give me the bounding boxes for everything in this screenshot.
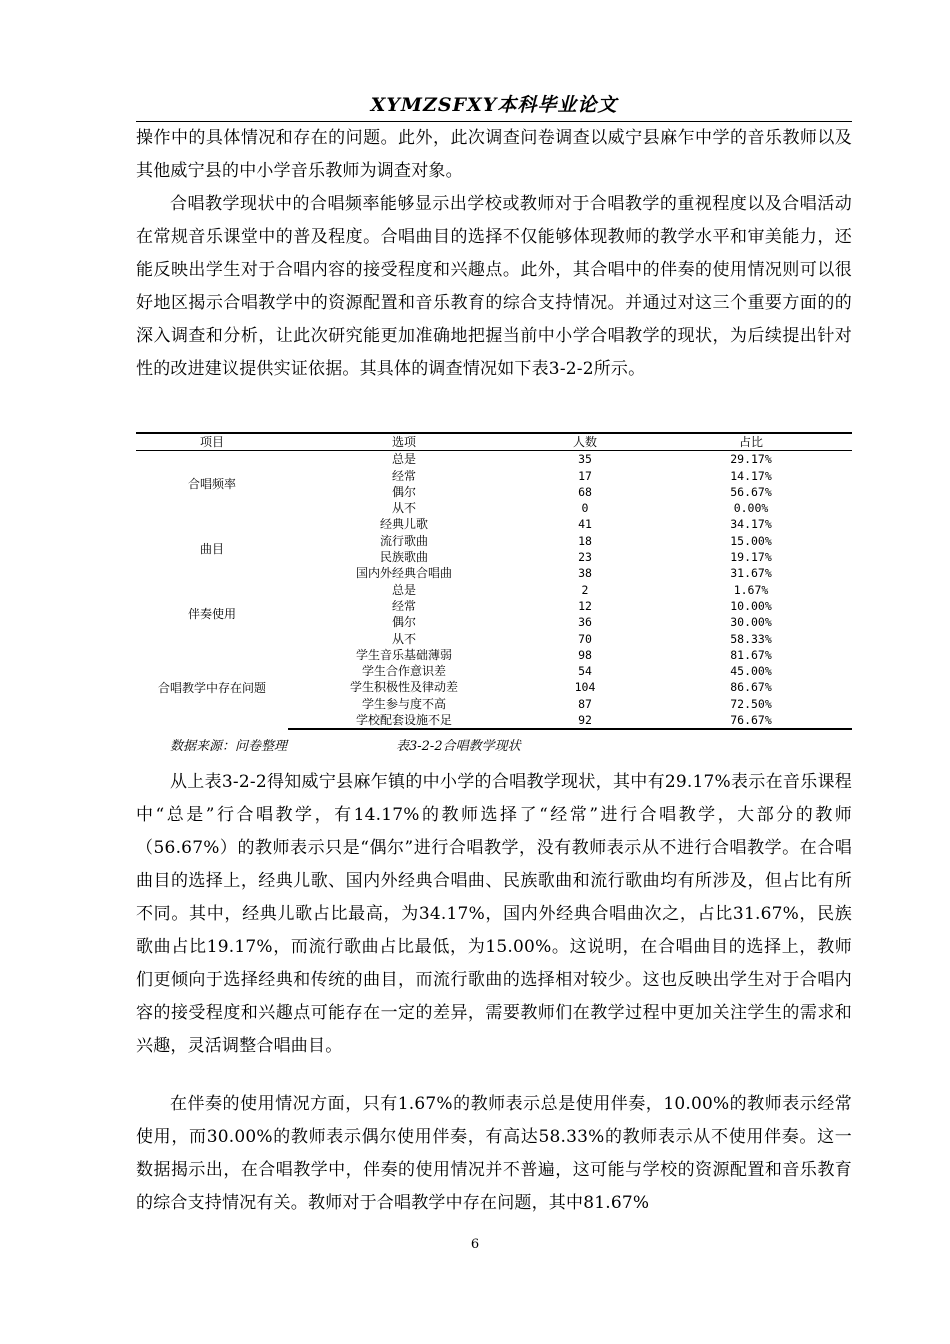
table-row [136,582,852,598]
group-label: 曲目 [199,541,224,556]
header-item: 项目 [199,435,224,449]
table-caption: 表3-2-2合唱教学现状 [396,739,521,754]
header-option: 选项 [391,435,416,449]
group-label: 合唱频率 [187,476,236,491]
option-cell: 从不 [391,501,416,516]
percent-cell: 10.00% [730,598,772,613]
percent-cell: 0.00% [733,501,769,516]
option-cell: 学生合作意识差 [361,664,446,679]
percent-cell: 45.00% [730,664,772,679]
option-cell: 民族歌曲 [379,550,428,565]
option-cell: 偶尔 [391,484,416,499]
paragraph-analysis-accompaniment: 在伴奏的使用情况方面，只有1.67%的教师表示总是使用伴奏，10.00%的教师表示经常使用，而30.00%的教师表示偶尔使用伴奏，有高达58.33%的教师表示从不使用伴奏。这一数据揭示出，在合唱教学中，伴奏的使用情况并不普遍，这可能与学校的资源配置和音乐教育的综合支持情况有关。教师对于合唱教学中存在问题，其中81.67% [136,1094,852,1213]
option-cell: 学校配套设施不足 [288,712,520,729]
percent-cell: 19.17% [730,550,772,565]
percent-cell: 15.00% [730,533,772,548]
count-cell: 23 [578,550,592,565]
count-cell: 54 [578,664,592,679]
survey-table [136,432,852,730]
option-cell: 总是 [391,452,416,467]
table-row [136,647,852,663]
percent-cell: 86.67% [730,680,772,695]
percent-cell: 81.67% [730,647,772,662]
count-cell: 35 [578,452,592,467]
group-label: 伴奏使用 [187,607,236,622]
percent-cell: 1.67% [733,582,769,597]
option-cell: 经典儿歌 [379,517,428,532]
option-cell: 流行歌曲 [379,533,428,548]
count-cell: 18 [578,533,592,548]
header-count: 人数 [572,435,597,449]
count-cell: 104 [574,680,596,695]
option-cell: 从不 [391,631,416,646]
count-cell: 12 [578,598,592,613]
table-row [136,516,852,532]
option-cell: 经常 [391,598,416,613]
percent-cell: 72.50% [730,696,772,711]
paragraph-continued: 操作中的具体情况和存在的问题。此外，此次调查问卷调查以威宁县麻乍中学的音乐教师以及其他威宁县的中小学音乐教师为调查对象。 [136,128,852,181]
paragraph-survey-intro: 合唱教学现状中的合唱频率能够显示出学校或教师对于合唱教学的重视程度以及合唱活动在常规音乐课堂中的普及程度。合唱曲目的选择不仅能够体现教师的教学水平和审美能力，还能反映出学生对于合唱内容的接受程度和兴趣点。此外，其合唱中的伴奏的使用情况则可以很好地区揭示合唱教学中的资源配置和音乐教育的综合支持情况。并通过对这三个重要方面的的深入调查和分析，让此次研究能更加准确地把握当前中小学合唱教学的现状，为后续提出针对性的改进建议提供实证依据。其具体的调查情况如下表3-2-2所示。 [136,194,852,379]
percent-cell: 58.33% [730,631,772,646]
option-cell: 偶尔 [391,615,416,630]
table-source: 数据来源：问卷整理 [170,739,288,754]
count-cell: 41 [578,517,592,532]
percent-cell: 31.67% [730,566,772,581]
percent-cell: 30.00% [730,615,772,630]
count-cell: 0 [581,501,589,516]
count-cell: 92 [520,712,650,729]
count-cell: 17 [578,468,592,483]
running-header: XYMZSFXY本科毕业论文 [370,94,618,116]
paragraph-analysis-frequency: 从上表3-2-2得知威宁县麻乍镇的中小学的合唱教学现状，其中有29.17%表示在音乐课程中“总是”行合唱教学，有14.17%的教师选择了“经常”进行合唱教学，大部分的教师（56.67%）的教师表示只是“偶尔”进行合唱教学，没有教师表示从不进行合唱教学。在合唱曲目的选择上，经典儿歌、国内外经典合唱曲、民族歌曲和流行歌曲均有所涉及，但占比有所不同。其中，经典儿歌占比最高，为34.17%，国内外经典合唱曲次之，占比31.67%，民族歌曲占比19.17%，而流行歌曲占比最低，为15.00%。这说明，在合唱曲目的选择上，教师们更倾向于选择经典和传统的曲目，而流行歌曲的选择相对较少。这也反映出学生对于合唱内容的接受程度和兴趣点可能存在一定的差异，需要教师们在教学过程中更加关注学生的需求和兴趣，灵活调整合唱曲目。 [136,772,852,1056]
count-cell: 98 [578,647,592,662]
count-cell: 2 [581,582,589,597]
header-percent: 占比 [738,435,763,449]
option-cell: 学生参与度不高 [361,696,446,711]
page-number: 6 [470,1237,480,1252]
option-cell: 总是 [391,582,416,597]
count-cell: 36 [578,615,592,630]
option-cell: 国内外经典合唱曲 [355,566,452,581]
count-cell: 68 [578,484,592,499]
count-cell: 38 [578,566,592,581]
table-row [136,451,852,468]
option-cell: 经常 [391,468,416,483]
table-header-row [136,433,852,451]
option-cell: 学生音乐基础薄弱 [355,647,452,662]
count-cell: 70 [578,631,592,646]
group-label: 合唱教学中存在问题 [157,680,266,695]
option-cell: 学生积极性及律动差 [349,680,458,695]
table-body [136,451,852,730]
percent-cell: 56.67% [730,484,772,499]
percent-cell: 29.17% [730,452,772,467]
percent-cell: 14.17% [730,468,772,483]
count-cell: 87 [578,696,592,711]
percent-cell: 34.17% [730,517,772,532]
percent-cell: 76.67% [650,712,852,729]
